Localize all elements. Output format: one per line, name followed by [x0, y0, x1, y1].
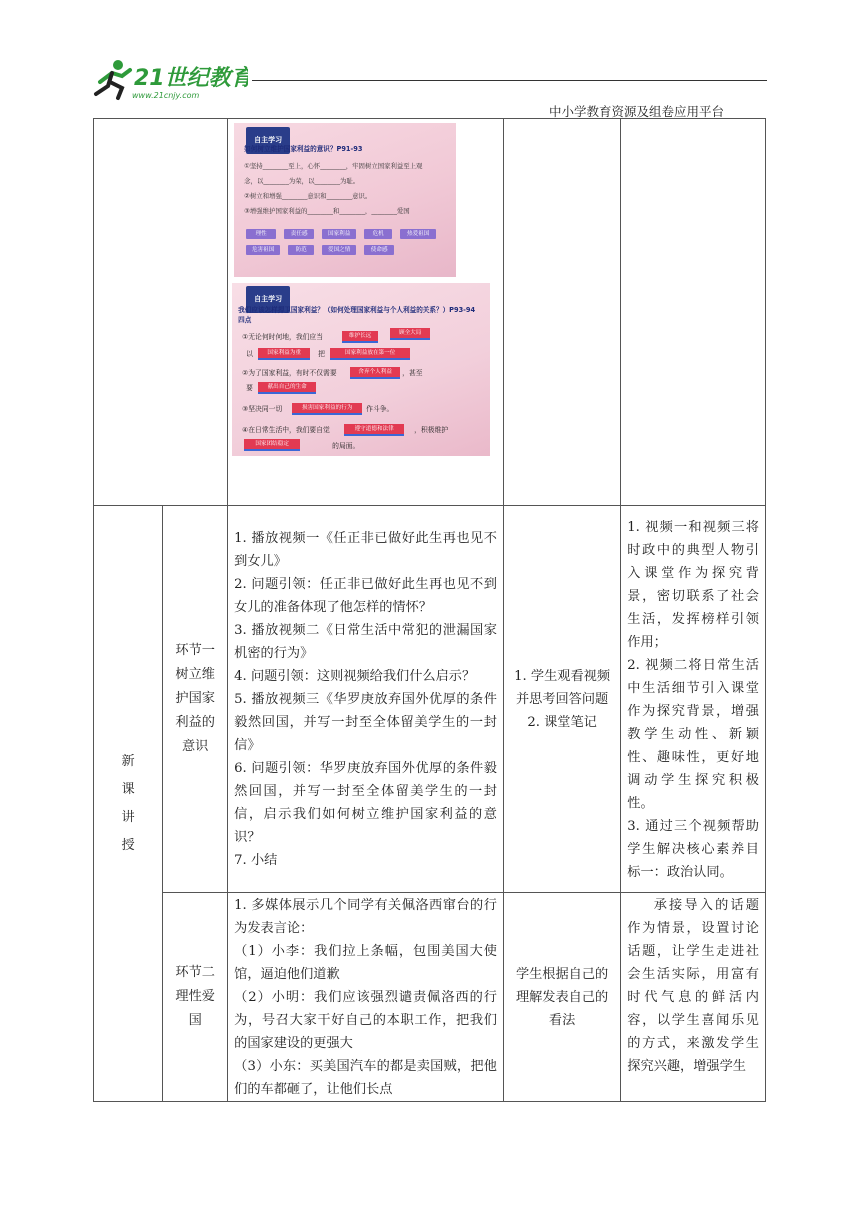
answer-blank: 顾全大局	[390, 328, 430, 340]
platform-name: 中小学教育资源及组卷应用平台	[548, 104, 724, 119]
keyword-chip: 防范	[288, 245, 314, 255]
lesson-plan-table	[93, 118, 766, 1102]
link1-design-intent	[621, 506, 766, 893]
section-label: 新 课 讲 授	[94, 506, 163, 1102]
slide-line: 作斗争。	[366, 405, 394, 413]
empty-cell	[503, 119, 620, 506]
slide-question: 我们应该怎样捍卫国家利益？（如何处理国家利益与个人利益的关系？）P93-94四点	[238, 306, 476, 324]
keyword-chip: 理性	[246, 229, 276, 239]
slide-line: ④在日常生活中，我们要自觉	[242, 426, 330, 434]
list-item: 2. 视频二将日常生活中生活细节引入课堂作为探究背景，增强教学生动性、新颖性、趣味性，更好地调动学生探究积极性。	[627, 658, 759, 811]
slide-line: 的局面。	[332, 442, 360, 450]
slide-line: ①无论何时何地，我们应当	[242, 333, 324, 341]
list-item: （2）小明：我们应该强烈谴责佩洛西的行为，号召大家干好自己的本职工作，把我们的国家建设的更强大	[234, 990, 497, 1051]
list-item: 1. 播放视频一《任正非已做好此生再也见不到女儿》	[234, 530, 497, 569]
slide-line: ③增强维护国家利益的________和________，________爱国	[244, 207, 410, 215]
list-item: 6. 问题引领：华罗庚放弃国外优厚的条件毅然回国，并写一封至全体留美学生的一封信，启示我们如何树立维护国家利益的意识？	[234, 760, 497, 845]
list-item: 1. 视频一和视频三将时政中的典型人物引入课堂作为探究背景，密切联系了社会生活，发挥榜样引领作用；	[627, 520, 759, 650]
empty-cell	[94, 119, 228, 506]
list-item: （1）小李：我们拉上条幅，包围美国大使馆，逼迫他们道歉	[234, 944, 497, 982]
keyword-chip: 热爱祖国	[400, 229, 436, 239]
svg-text:21世纪教育: 21世纪教育	[134, 66, 248, 91]
slide-line: 念，以________为荣，以________为耻。	[244, 177, 360, 185]
link2-title: 环节二 理性爱 国	[163, 893, 228, 1102]
slides-cell	[228, 119, 504, 506]
list-item: 1. 学生观看视频并思考回答问题	[514, 668, 611, 707]
slide-tag: 自主学习	[246, 286, 290, 313]
list-item: 2. 问题引领：任正非已做好此生再也见不到女儿的准备体现了他怎样的情怀？	[234, 576, 497, 615]
keyword-chip: 爱国之情	[322, 245, 356, 255]
list-item: 3. 通过三个视频帮助学生解决核心素养目标一：政治认同。	[627, 819, 759, 880]
list-item: 1. 多媒体展示几个同学有关佩洛西窜台的行为发表言论：	[234, 898, 497, 936]
slide-line: ②树立和增强________意识和________意识。	[244, 192, 372, 200]
runner-icon	[96, 60, 130, 98]
slide-tag: 自主学习	[246, 127, 290, 154]
keyword-chip: 危害祖国	[246, 245, 280, 255]
answer-blank: 维护长远	[342, 331, 378, 343]
answer-blank: 国家团结稳定	[244, 439, 300, 451]
list-item: 5. 播放视频三《华罗庚放弃国外优厚的条件毅然回国，并写一封至全体留美学生的一封信》	[234, 691, 497, 753]
list-item: 4. 问题引领：这则视频给我们什么启示？	[234, 668, 476, 684]
slide-image-2	[232, 283, 490, 456]
keyword-chip: 国家利益	[322, 229, 356, 239]
table-row	[94, 119, 766, 506]
link2-design-intent: 承接导入的话题作为情景，设置讨论话题，让学生走进社会生活实际，用富有时代气息的鲜活内容，以学生喜闻乐见的方式，来激发学生探究兴趣，增强学生	[621, 893, 766, 1102]
link1-teacher-activities	[228, 506, 504, 893]
link1-title: 环节一 树立维 护国家 利益的 意识	[163, 506, 228, 893]
table-row	[94, 506, 766, 893]
slide-image-1	[234, 123, 456, 277]
keyword-chip: 使命感	[364, 245, 394, 255]
empty-cell	[621, 119, 766, 506]
keyword-chip: 责任感	[284, 229, 314, 239]
header-rule	[252, 80, 767, 81]
svg-text:www.21cnjy.com: www.21cnjy.com	[132, 91, 200, 100]
slide-line: 要	[246, 384, 253, 392]
answer-blank: 遵守道德和法律	[344, 424, 404, 436]
answer-blank: 献出自己的生命	[258, 382, 316, 394]
slide-line: ①坚持________至上，心怀________，牢固树立国家利益至上观	[244, 162, 423, 170]
slide-question: 如何树立维护国家利益的意识？P91-93	[244, 145, 363, 153]
table-row	[94, 893, 766, 1102]
answer-blank: 国家利益为重	[258, 348, 310, 360]
link2-teacher-activities	[228, 893, 504, 1102]
slide-line: ，甚至	[402, 369, 423, 377]
answer-blank: 损害国家利益的行为	[292, 403, 362, 415]
answer-blank: 国家利益放在第一位	[330, 348, 410, 360]
list-item: （3）小东：买美国汽车的都是卖国贼，把他们的车都砸了，让他们长点	[234, 1059, 497, 1097]
list-item: 7. 小结	[234, 852, 278, 868]
site-logo	[88, 56, 248, 104]
list-item: 2. 课堂笔记	[527, 714, 597, 730]
slide-line: ，积极维护	[414, 426, 449, 434]
list-item: 3. 播放视频二《日常生活中常犯的泄漏国家机密的行为》	[234, 622, 497, 661]
slide-line: 以	[246, 350, 253, 358]
keyword-chip: 危机	[364, 229, 392, 239]
slide-line: 把	[318, 350, 325, 358]
link2-student-activities: 学生根据自己的理解发表自己的看法	[503, 893, 620, 1102]
slide-line: ②为了国家利益，有时不仅需要	[242, 369, 337, 377]
answer-blank: 舍弃个人利益	[350, 367, 400, 379]
link1-student-activities	[503, 506, 620, 893]
slide-line: ③坚决同一切	[242, 405, 283, 413]
